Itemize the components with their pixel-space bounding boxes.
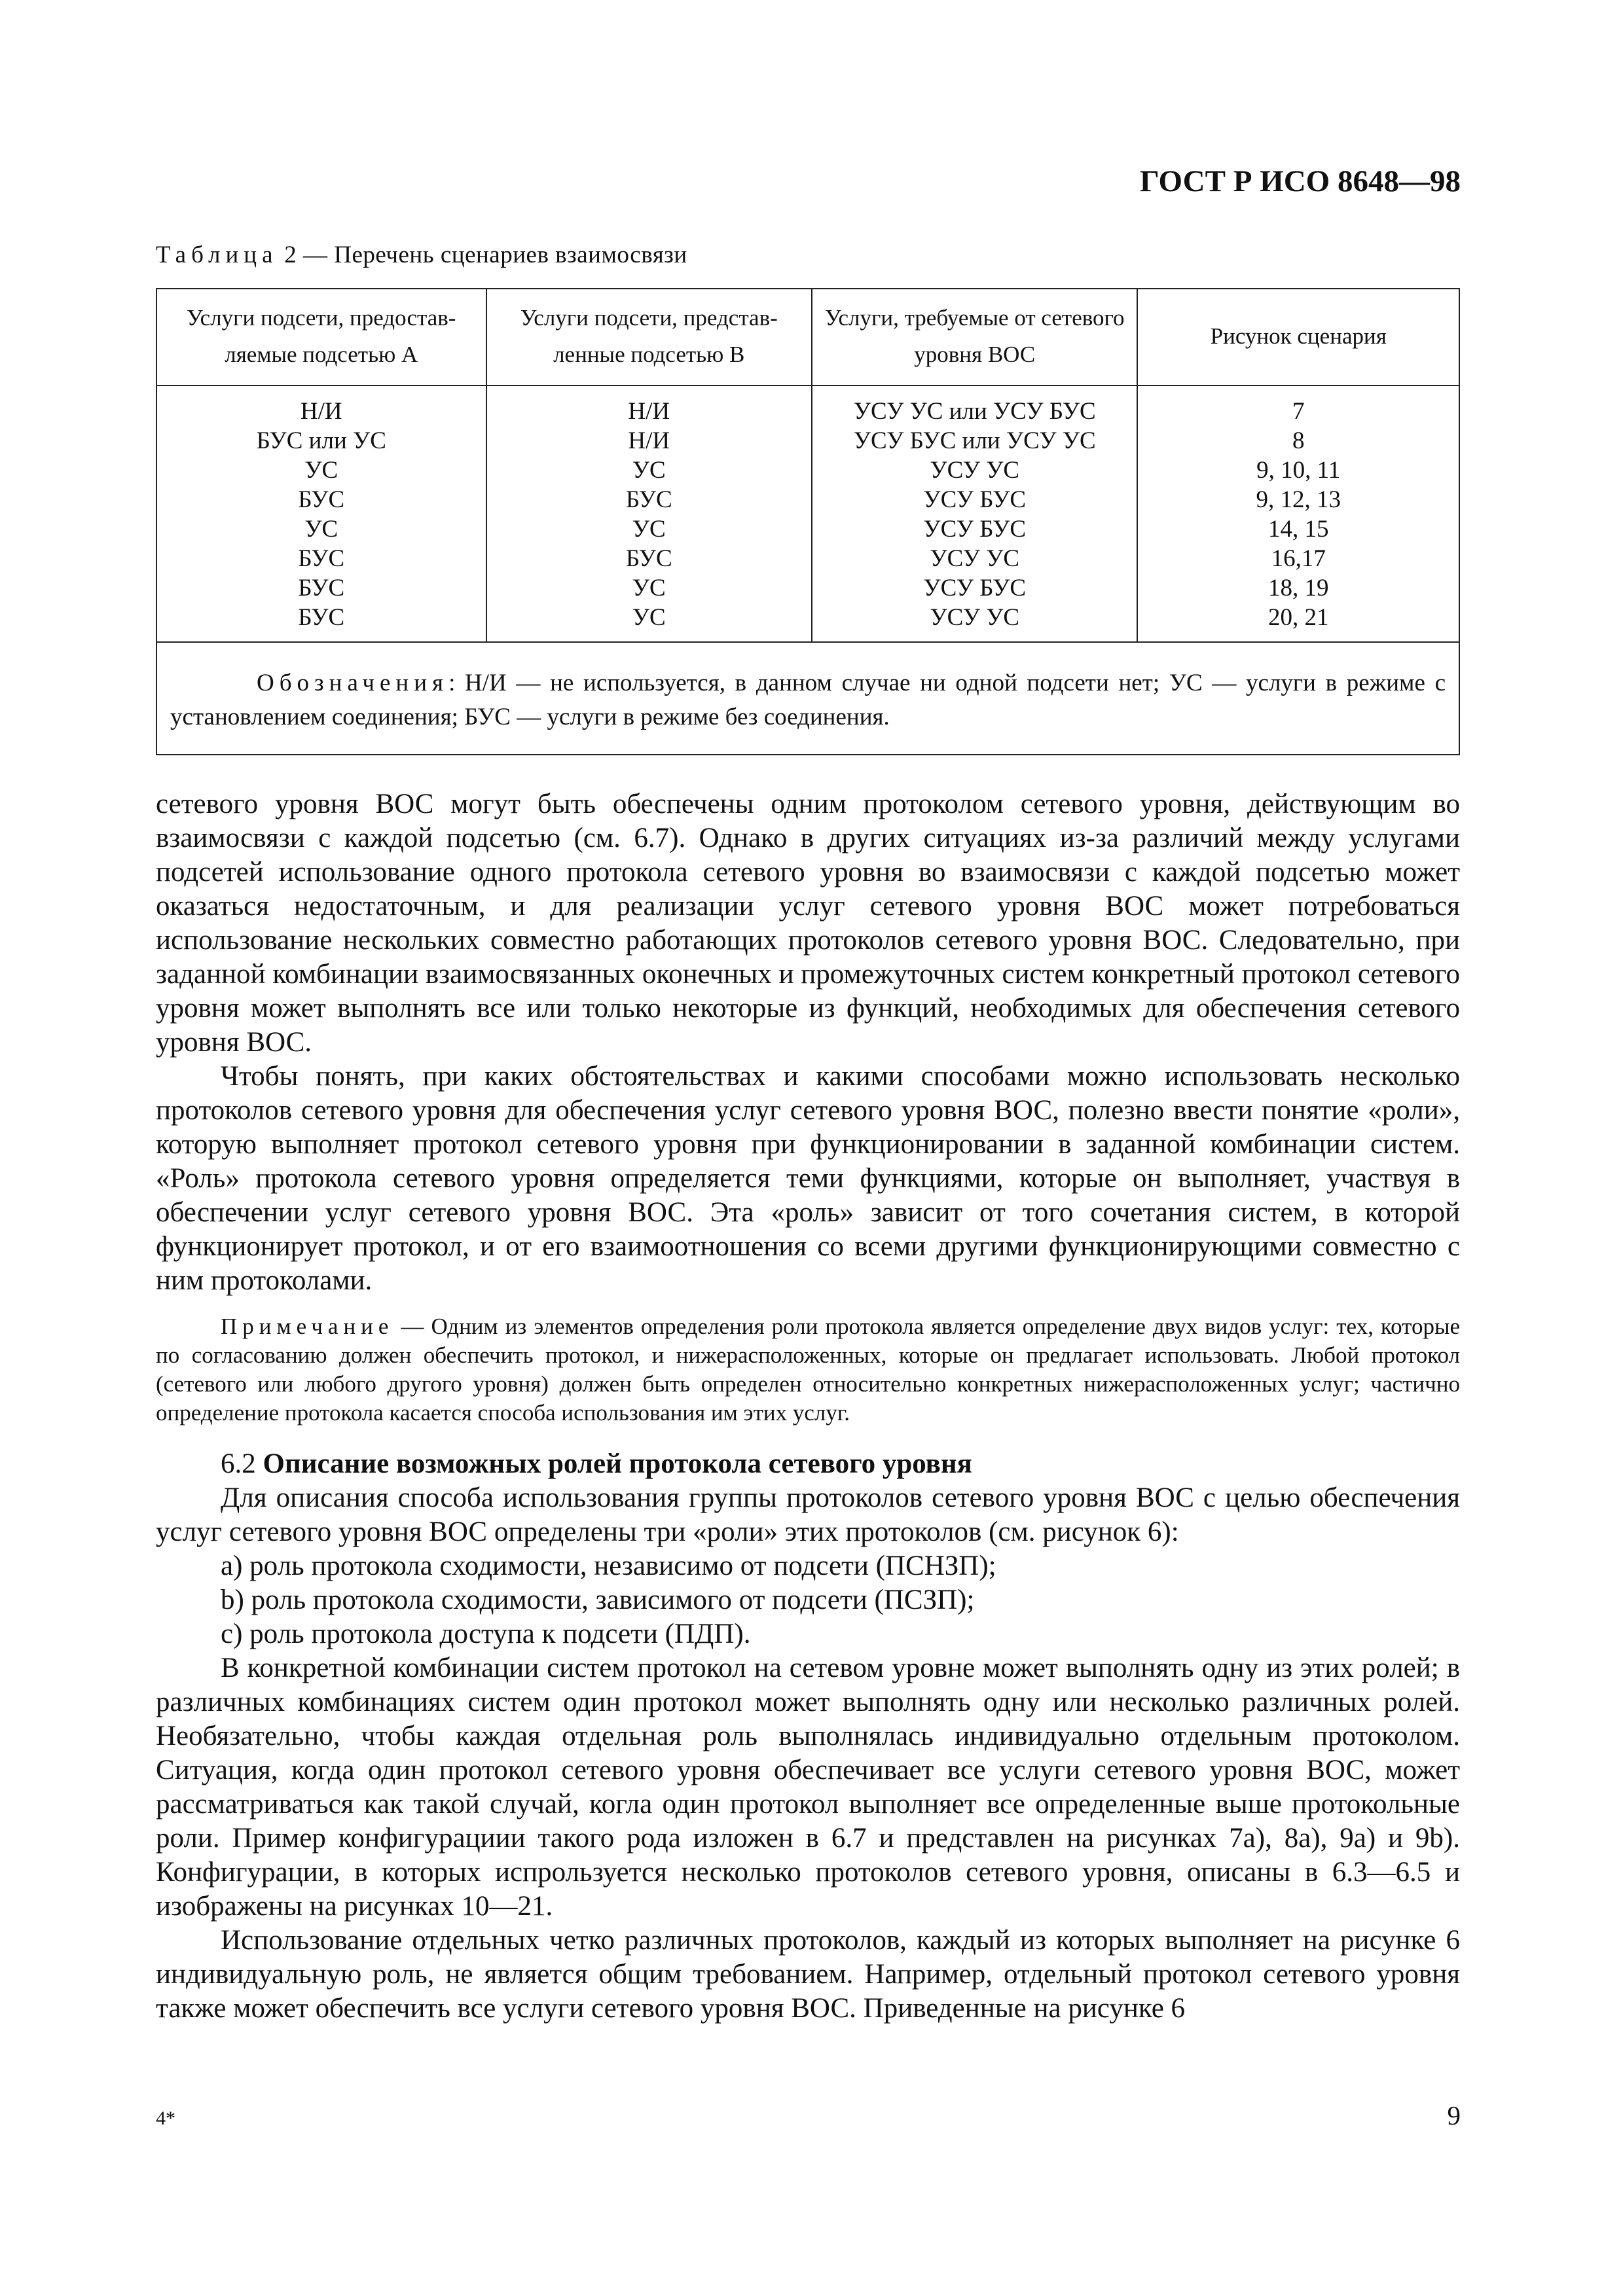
table-cell: УСУ УС	[812, 603, 1138, 642]
section-number: 6.2	[221, 1448, 256, 1479]
table-caption-label: Таблица	[156, 242, 278, 268]
table-cell: Н/И	[486, 386, 812, 426]
note-label: Примечание	[221, 1314, 394, 1339]
footer-sheet-mark: 4*	[156, 2108, 175, 2129]
table-cell: БУС	[156, 485, 486, 514]
page-number: 9	[1447, 2100, 1461, 2130]
table-cell: 9, 10, 11	[1137, 456, 1459, 485]
paragraph-roles-intro: Чтобы понять, при каких обстоятельствах и какими способами можно использовать несколько протоколов сетевого уровня для обеспечения услуг сетевого уровня ВОС, полезно ввести понятие «роли», которую выполняет протокол сетевого уровня при функционировании в заданной комбинации систем. «Роль» протокола сетевого уровня определяется теми функциями, которые он выполняет, участвуя в обеспечении услуг сетевого уровня ВОС. Эта «роль» зависит от того сочетания систем, в которой функционирует протокол, и от его взаимоотношения со всеми другими функционирующими совместно с ним протоколами.	[156, 1061, 1460, 1296]
table-cell: БУС	[486, 485, 812, 514]
table-row	[156, 603, 1459, 642]
list-item: a) роль протокола сходимости, независимо от подсети (ПСНЗП);	[221, 1551, 996, 1581]
table-cell: УСУ УС или УСУ БУС	[812, 386, 1138, 426]
table-cell: 8	[1137, 426, 1459, 456]
column-header-required-services: Услуги, требуемые от сетевого уровня ВОС	[812, 289, 1138, 386]
section-heading	[156, 1447, 1460, 1481]
standard-designation: ГОСТ Р ИСО 8648—98	[1139, 164, 1461, 198]
paragraph-roles-definition: Для описания способа использования группы протоколов сетевого уровня ВОС с целью обеспечения услуг сетевого уровня ВОС определены три «роли» этих протоколов (см. рисунок 6):	[156, 1482, 1460, 1547]
paragraph-combinations: В конкретной комбинации систем протокол на сетевом уровне может выполнять одну из этих ролей; в различных комбинациях систем один протокол может выполнять одну или несколько различных ролей. Необязательно, чтобы каждая отдельная роль выполнялась индивидуально отдельным протоколом. Ситуация, когда один протокол сетевого уровня обеспечивает все услуги сетевого уровня ВОС, может рассматриваться как такой случай, когла один протокол выполняет все определенные выше протокольные роли. Пример конфигурациии такого рода изложен в 6.7 и представлен на рисунках 7а), 8а), 9а) и 9b). Конфигурации, в которых испрользуется несколько протоколов сетевого уровня, описаны в 6.3—6.5 и изображены на рисунках 10—21.	[156, 1653, 1460, 1922]
table-cell: УС	[486, 514, 812, 544]
table-cell: Н/И	[156, 386, 486, 426]
table-cell: УС	[156, 456, 486, 485]
paragraph-continuation: сетевого уровня ВОС могут быть обеспечены одним протоколом сетевого уровня, действующим во взаимосвязи с каждой подсетью (см. 6.7). Однако в других ситуациях из-за различий между услугами подсетей использование одного протокола сетевого уровня во взаимосвязи с каждой подсетью может оказаться недостаточным, и для реализации услуг сетевого уровня ВОС может потребоваться использование нескольких совместно работающих протоколов сетевого уровня ВОС. Следовательно, при заданной комбинации взаимосвязанных оконечных и промежуточных систем конкретный протокол сетевого уровня может выполнять все или только некоторые из функций, необходимых для обеспечения сетевого уровня ВОС.	[156, 789, 1460, 1058]
column-header-subnet-a: Услуги подсети, предостав-ляемые подсетью А	[156, 289, 486, 386]
section-title: Описание возможных ролей протокола сетевого уровня	[263, 1448, 972, 1479]
list-item: c) роль протокола доступа к подсети (ПДП).	[221, 1619, 751, 1649]
table-cell: УСУ БУС	[812, 514, 1138, 544]
table-caption-text: 2 — Перечень сценариев взаимосвязи	[278, 242, 687, 268]
table-legend	[156, 642, 1459, 755]
list-item: b) роль протокола сходимости, зависимого от подсети (ПСЗП);	[221, 1585, 975, 1615]
table-cell: УСУ УС	[812, 544, 1138, 573]
table-header-row	[156, 289, 1459, 386]
table-cell: УС	[156, 514, 486, 544]
legend-text: : Н/И — не используется, в данном случае ни одной подсети нет; УС — услуги в режиме с установлением соединения; БУС — услуги в режиме без соединения.	[170, 670, 1446, 730]
table-row	[156, 544, 1459, 573]
table-cell: УС	[486, 456, 812, 485]
table-caption	[156, 241, 687, 269]
table-cell: УСУ БУС или УСУ УС	[812, 426, 1138, 456]
table-cell: 20, 21	[1137, 603, 1459, 642]
table-row	[156, 386, 1459, 426]
table-row	[156, 456, 1459, 485]
table-cell: 7	[1137, 386, 1459, 426]
table-cell: 9, 12, 13	[1137, 485, 1459, 514]
table-cell: БУС	[486, 544, 812, 573]
table-cell: УСУ БУС	[812, 573, 1138, 603]
table-cell: БУС или УС	[156, 426, 486, 456]
table-row	[156, 573, 1459, 603]
table-cell: УСУ УС	[812, 456, 1138, 485]
table-row	[156, 514, 1459, 544]
table-cell: УС	[486, 603, 812, 642]
table-cell: 14, 15	[1137, 514, 1459, 544]
table-cell: 18, 19	[1137, 573, 1459, 603]
table-cell: БУС	[156, 603, 486, 642]
table-cell: БУС	[156, 544, 486, 573]
table-legend-row	[156, 642, 1459, 755]
body-text	[156, 787, 1460, 2026]
legend-label: Обозначения	[257, 670, 449, 696]
note-text: — Одним из элементов определения роли протокола является определение двух видов услуг: тех, которые по согласованию должен обеспечить протокол, и нижерасположенных, которые он предлагает использовать. Любой протокол (сетевого или любого другого уровня) должен быть определен относительно конкретных нижерасположенных услуг; частично определение протокола касается способа использования им этих услуг.	[156, 1314, 1460, 1426]
table-cell: 16,17	[1137, 544, 1459, 573]
table-row	[156, 485, 1459, 514]
table-cell: УС	[486, 573, 812, 603]
table-cell: УСУ БУС	[812, 485, 1138, 514]
column-header-subnet-b: Услуги подсети, представ-ленные подсетью В	[486, 289, 812, 386]
table-cell: БУС	[156, 573, 486, 603]
paragraph-separate-protocols: Использование отдельных четко различных протоколов, каждый из которых выполняет на рисунке 6 индивидуальную роль, не является общим требованием. Например, отдельный протокол сетевого уровня также может обеспечить все услуги сетевого уровня ВОС. Приведенные на рисунке 6	[156, 1925, 1460, 2024]
table-cell: Н/И	[486, 426, 812, 456]
note	[156, 1312, 1460, 1427]
table-row	[156, 426, 1459, 456]
column-header-figure: Рисунок сценария	[1137, 289, 1459, 386]
scenarios-table	[156, 288, 1460, 755]
